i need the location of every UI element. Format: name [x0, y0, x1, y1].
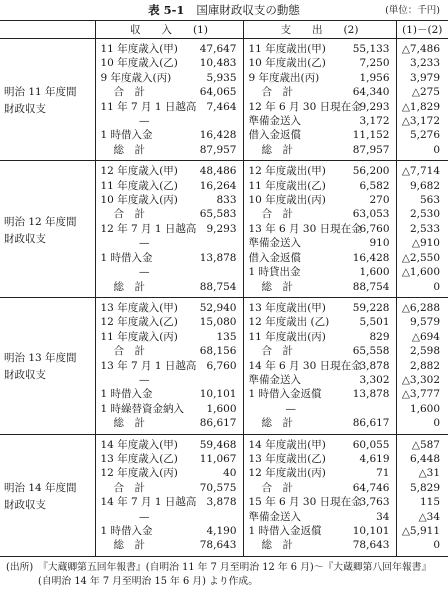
expense-value: 63,053 — [338, 207, 396, 221]
diff-value: △3,777 — [401, 388, 440, 401]
title-text: 国庫財政収支の動態 — [196, 3, 300, 17]
expense-label: 12 年度歳出 (乙) — [248, 316, 330, 329]
diff-value: △5,911 — [401, 525, 440, 537]
header-income: 収 入 (1) — [95, 21, 243, 39]
unit-note: (単位：千円) — [385, 5, 440, 16]
expense-value: 78,643 — [338, 538, 396, 556]
diff-value: 2,533 — [409, 222, 440, 235]
expense-label: 12 年度歳出(甲) — [248, 165, 326, 178]
expense-value: 4,619 — [338, 452, 396, 466]
income-value: 7,464 — [193, 100, 243, 114]
income-label: 11 年 7 月 1 日越高 — [100, 100, 197, 113]
income-label: 1 時繰替資金納入 — [100, 402, 185, 415]
income-value: 15,080 — [193, 315, 243, 329]
section-label — [0, 434, 95, 556]
income-label: 1 時借入金 — [100, 388, 153, 401]
header-row — [0, 21, 448, 39]
income-label: 総 計 — [113, 143, 145, 156]
income-value — [193, 114, 243, 128]
expense-value: 11,152 — [338, 128, 396, 142]
diff-value: 0 — [433, 280, 440, 293]
section-period: 明治 11 年度間 — [4, 86, 77, 99]
page-title — [0, 3, 448, 17]
diff-value: △3,172 — [401, 115, 440, 128]
income-label: 12 年度歳入(甲) — [100, 165, 178, 178]
income-value: 64,065 — [193, 85, 243, 99]
income-value: 6,760 — [193, 359, 243, 373]
expense-label: 合 計 — [261, 208, 293, 221]
income-value: 135 — [193, 330, 243, 344]
diff-value: 2,598 — [409, 345, 440, 358]
income-value: 40 — [193, 466, 243, 480]
section-label — [0, 39, 95, 161]
expense-value: 3,302 — [338, 373, 396, 387]
income-label: 総 計 — [113, 280, 145, 293]
diff-value: 5,829 — [409, 481, 440, 494]
income-value — [193, 373, 243, 387]
expense-label: 借入金返償 — [248, 129, 301, 142]
income-value: 16,264 — [193, 179, 243, 193]
section-label — [0, 161, 95, 298]
expense-label: 合 計 — [261, 86, 293, 99]
expense-label: 借入金返償 — [248, 251, 301, 264]
expense-label: 13 年度歳出(乙) — [248, 452, 326, 465]
expense-value: 34 — [338, 510, 396, 524]
expense-label: — — [285, 402, 296, 415]
diff-value: 6,448 — [409, 452, 440, 465]
section-meiji-11 — [0, 39, 448, 161]
section-meiji-12 — [0, 161, 448, 298]
expense-value: 3,878 — [338, 359, 396, 373]
income-value: 13,878 — [193, 251, 243, 265]
income-value: 5,935 — [193, 71, 243, 85]
income-label: — — [139, 237, 150, 250]
diff-value: 0 — [433, 143, 440, 156]
diff-value: 5,276 — [409, 129, 440, 142]
expense-label: 11 年度歳出(甲) — [248, 43, 326, 55]
income-label: 11 年度歳入(乙) — [100, 179, 178, 192]
income-value: 4,190 — [193, 524, 243, 538]
expense-label: 準備金送入 — [248, 510, 301, 523]
income-label: — — [139, 266, 150, 279]
income-label: 1 時借入金 — [100, 251, 153, 264]
expense-label: 準備金送入 — [248, 115, 301, 128]
income-label: 11 年度歳入(甲) — [100, 43, 178, 55]
expense-value: 87,957 — [338, 143, 396, 161]
income-value — [193, 510, 243, 524]
header-blank — [0, 21, 95, 39]
diff-value: 0 — [433, 417, 440, 430]
diff-value: 1,600 — [409, 402, 440, 415]
income-label: 12 年度歳入(乙) — [100, 316, 178, 329]
fiscal-table — [0, 20, 448, 557]
expense-value — [338, 402, 396, 416]
diff-value: △34 — [418, 510, 440, 523]
expense-label: 総 計 — [261, 280, 293, 293]
diff-value: △910 — [411, 237, 440, 250]
income-label: 14 年 7 月 1 日越高 — [100, 496, 197, 509]
income-value — [193, 236, 243, 250]
income-label: 合 計 — [113, 481, 145, 494]
income-value: 88,754 — [193, 280, 243, 298]
diff-value: 2,530 — [409, 208, 440, 221]
diff-value: △6,288 — [401, 301, 440, 314]
expense-value: 71 — [338, 466, 396, 480]
income-label: 9 年度歳入(丙) — [100, 71, 172, 84]
income-value: 65,583 — [193, 207, 243, 221]
expense-label: 1 時貸出金 — [248, 266, 301, 279]
expense-value: 64,746 — [338, 481, 396, 495]
expense-label: 12 年度歳出(丙) — [248, 467, 326, 480]
table-row — [0, 297, 448, 315]
source-note — [0, 561, 448, 589]
diff-value: 2,882 — [409, 359, 440, 372]
expense-label: 準備金送入 — [248, 373, 301, 386]
expense-value: 1,600 — [338, 265, 396, 279]
expense-value: 7,250 — [338, 56, 396, 70]
expense-value: 9,293 — [338, 100, 396, 114]
header-diff: (1)－(2) — [396, 21, 448, 39]
income-value: 1,600 — [193, 402, 243, 416]
expense-value: 10,101 — [338, 524, 396, 538]
expense-label: 合 計 — [261, 345, 293, 358]
diff-value: △31 — [418, 467, 440, 480]
section-label — [0, 297, 95, 434]
income-value: 78,643 — [193, 538, 243, 556]
income-value: 68,156 — [193, 344, 243, 358]
expense-label: 12 年 6 月 30 日現在金 — [248, 100, 362, 113]
expense-label: 13 年度歳出(甲) — [248, 301, 326, 314]
expense-label: 13 年 6 月 30 日現在金 — [248, 222, 362, 235]
income-label: 1 時借入金 — [100, 525, 153, 537]
income-label: 合 計 — [113, 345, 145, 358]
diff-value: △2,550 — [401, 251, 440, 264]
expense-value: 88,754 — [338, 280, 396, 298]
expense-value: 65,558 — [338, 344, 396, 358]
income-label: 14 年度歳入(甲) — [100, 438, 178, 451]
income-label: — — [139, 115, 150, 128]
section-period: 明治 14 年度間 — [4, 481, 77, 494]
diff-value: △1,600 — [401, 266, 440, 279]
expense-value: 270 — [338, 193, 396, 207]
section-period: 明治 12 年度間 — [4, 215, 77, 228]
expense-value: 3,763 — [338, 495, 396, 509]
table-row — [0, 161, 448, 179]
section-kind: 財政収支 — [4, 498, 46, 511]
income-label: 1 時借入金 — [100, 129, 153, 142]
section-kind: 財政収支 — [4, 232, 46, 245]
income-value: 52,940 — [193, 297, 243, 315]
income-label: 13 年度歳入(乙) — [100, 452, 178, 465]
income-value: 11,067 — [193, 452, 243, 466]
income-value: 10,483 — [193, 56, 243, 70]
diff-value: 9,579 — [409, 316, 440, 329]
income-label: 13 年度歳入(甲) — [100, 301, 178, 314]
expense-value: 1,956 — [338, 71, 396, 85]
expense-value: 56,200 — [338, 161, 396, 179]
diff-value: △694 — [411, 330, 440, 343]
income-value — [193, 265, 243, 279]
diff-value: 563 — [419, 194, 440, 207]
expense-value: 3,172 — [338, 114, 396, 128]
expense-label: 11 年度歳出(丙) — [248, 330, 326, 343]
income-label: 11 年度歳入(丙) — [100, 330, 178, 343]
expense-label: 9 年度歳出(丙) — [248, 71, 320, 84]
expense-label: 1 時借入金返償 — [248, 388, 322, 401]
expense-label: 総 計 — [261, 417, 293, 430]
income-label: 総 計 — [113, 539, 145, 552]
diff-value: 3,233 — [409, 57, 440, 70]
income-value: 9,293 — [193, 222, 243, 236]
section-period: 明治 13 年度間 — [4, 352, 77, 365]
income-label: 合 計 — [113, 86, 145, 99]
income-label: — — [139, 510, 150, 523]
diff-value: 9,682 — [409, 179, 440, 192]
income-label: 総 計 — [113, 417, 145, 430]
income-label: 12 年度歳入(丙) — [100, 467, 178, 480]
diff-value: 3,979 — [409, 71, 440, 84]
expense-label: 準備金送入 — [248, 237, 301, 250]
expense-value: 16,428 — [338, 251, 396, 265]
expense-value: 59,228 — [338, 297, 396, 315]
income-label: 10 年度歳入(丙) — [100, 194, 178, 207]
expense-label: 10 年度歳出(乙) — [248, 57, 326, 70]
income-value: 47,647 — [193, 39, 243, 57]
expense-value: 55,133 — [338, 39, 396, 57]
diff-value: △3,302 — [401, 373, 440, 386]
table-row — [0, 434, 448, 452]
income-value: 59,468 — [193, 434, 243, 452]
expense-value: 64,340 — [338, 85, 396, 99]
income-label: 10 年度歳入(乙) — [100, 57, 178, 70]
income-value: 16,428 — [193, 128, 243, 142]
source-text: 『大蔵卿第五回年報書』(自明治 11 年 7 月至明治 12 年 6 月)～『大蔵卿第八回年報書』(自明治 14 年 7 月至明治 15 年 6 月) より作成。 — [38, 562, 432, 587]
diff-value: △7,714 — [401, 165, 440, 178]
diff-value: △1,829 — [401, 100, 440, 113]
diff-value: △7,486 — [401, 43, 440, 55]
table-number: 表 5-1 — [148, 3, 185, 17]
expense-label: 14 年 6 月 30 日現在金 — [248, 359, 362, 372]
income-value: 10,101 — [193, 387, 243, 401]
income-value: 86,617 — [193, 416, 243, 434]
expense-label: 総 計 — [261, 539, 293, 552]
income-value: 48,486 — [193, 161, 243, 179]
diff-value: 115 — [419, 496, 440, 509]
source-label: (出所) — [6, 562, 34, 573]
section-kind: 財政収支 — [4, 103, 46, 116]
expense-label: 1 時借入金返償 — [248, 525, 322, 537]
income-label: 12 年 7 月 1 日越高 — [100, 222, 197, 235]
expense-value: 86,617 — [338, 416, 396, 434]
diff-value: △587 — [411, 438, 440, 451]
expense-value: 6,760 — [338, 222, 396, 236]
expense-value: 910 — [338, 236, 396, 250]
section-kind: 財政収支 — [4, 369, 46, 382]
expense-label: 総 計 — [261, 143, 293, 156]
income-label: — — [139, 373, 150, 386]
income-label: 13 年 7 月 1 日越高 — [100, 359, 197, 372]
expense-value: 6,582 — [338, 179, 396, 193]
expense-value: 13,878 — [338, 387, 396, 401]
expense-label: 10 年度歳出(丙) — [248, 194, 326, 207]
expense-value: 829 — [338, 330, 396, 344]
expense-label: 合 計 — [261, 481, 293, 494]
income-value: 3,878 — [193, 495, 243, 509]
expense-label: 11 年度歳出(乙) — [248, 179, 326, 192]
section-meiji-14 — [0, 434, 448, 556]
income-label: 合 計 — [113, 208, 145, 221]
expense-value: 5,501 — [338, 315, 396, 329]
diff-value: △275 — [411, 86, 440, 99]
income-value: 833 — [193, 193, 243, 207]
table-row — [0, 39, 448, 57]
header-expense: 支 出 (2) — [243, 21, 396, 39]
income-value: 87,957 — [193, 143, 243, 161]
income-value: 70,575 — [193, 481, 243, 495]
expense-label: 15 年 6 月 30 日現在金 — [248, 496, 362, 509]
expense-value: 60,055 — [338, 434, 396, 452]
diff-value: 0 — [433, 539, 440, 552]
section-meiji-13 — [0, 297, 448, 434]
expense-label: 14 年度歳出(甲) — [248, 438, 326, 451]
